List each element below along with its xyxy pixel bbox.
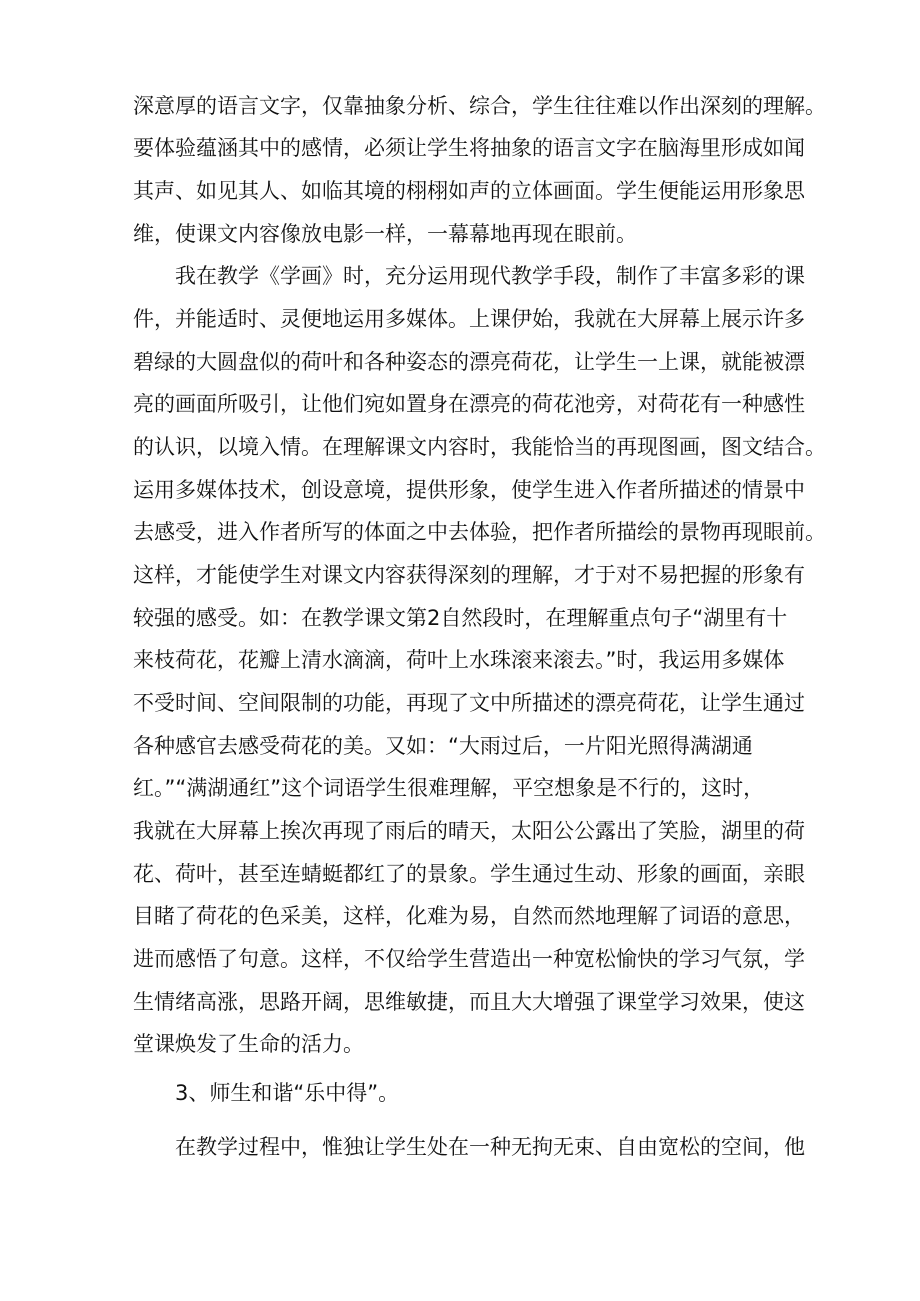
- body-text-line: 各种感官去感受荷花的美。又如：“大雨过后，一片阳光照得满湖通: [133, 734, 753, 758]
- body-text-line: 件，并能适时、灵便地运用多媒体。上课伊始，我就在大屏幕上展示许多: [133, 307, 805, 331]
- section-heading: 3、师生和谐“乐中得”。: [175, 1081, 400, 1105]
- body-text-line: 其声、如见其人、如临其境的栩栩如声的立体画面。学生便能运用形象思: [133, 179, 805, 203]
- body-text-line: 来枝荷花，花瓣上清水滴滴，荷叶上水珠滚来滚去。”时，我运用多媒体: [133, 648, 785, 672]
- body-text-line: 花、荷叶，甚至连蜻蜓都红了的景象。学生通过生动、形象的画面，亲眼: [133, 862, 805, 886]
- paragraph-first-line: 在教学过程中，惟独让学生处在一种无拘无束、自由宽松的空间，他: [175, 1135, 805, 1159]
- body-text-line: 较强的感受。如：在教学课文第2自然段时，在理解重点句子“湖里有十: [133, 606, 788, 630]
- body-text-line: 不受时间、空间限制的功能，再现了文中所描述的漂亮荷花，让学生通过: [133, 691, 805, 715]
- body-text-line: 要体验蕴涵其中的感情，必须让学生将抽象的语言文字在脑海里形成如闻: [133, 136, 805, 160]
- paragraph-first-line: 我在教学《学画》时，充分运用现代教学手段，制作了丰富多彩的课: [175, 264, 805, 288]
- body-text-line: 堂课焕发了生命的活力。: [133, 1032, 364, 1056]
- body-text-line: 进而感悟了句意。这样，不仅给学生营造出一种宽松愉快的学习气氛，学: [133, 947, 805, 971]
- body-text-line: 维，使课文内容像放电影一样，一幕幕地再现在眼前。: [133, 222, 637, 246]
- body-text-line: 深意厚的语言文字，仅靠抽象分析、综合，学生往往难以作出深刻的理解。: [133, 94, 826, 118]
- body-text-line: 的认识，以境入情。在理解课文内容时，我能恰当的再现图画，图文结合。: [133, 435, 826, 459]
- body-text-line: 红。”“满湖通红”这个词语学生很难理解，平空想象是不行的，这时，: [133, 776, 765, 800]
- body-text-line: 碧绿的大圆盘似的荷叶和各种姿态的漂亮荷花，让学生一上课，就能被漂: [133, 350, 805, 374]
- body-text-line: 去感受，进入作者所写的体面之中去体验，把作者所描绘的景物再现眼前。: [133, 520, 826, 544]
- body-text-line: 我就在大屏幕上挨次再现了雨后的晴天，太阳公公露出了笑脸，湖里的荷: [133, 819, 805, 843]
- body-text-line: 这样，才能使学生对课文内容获得深刻的理解，才于对不易把握的形象有: [133, 563, 805, 587]
- body-text-line: 运用多媒体技术，创设意境，提供形象，使学生进入作者所描述的情景中: [133, 478, 805, 502]
- body-text-line: 亮的画面所吸引，让他们宛如置身在漂亮的荷花池旁，对荷花有一种感性: [133, 392, 805, 416]
- body-text-line: 生情绪高涨，思路开阔，思维敏捷，而且大大增强了课堂学习效果，使这: [133, 990, 805, 1014]
- body-text-line: 目睹了荷花的色采美，这样，化难为易，自然而然地理解了词语的意思，: [133, 904, 805, 928]
